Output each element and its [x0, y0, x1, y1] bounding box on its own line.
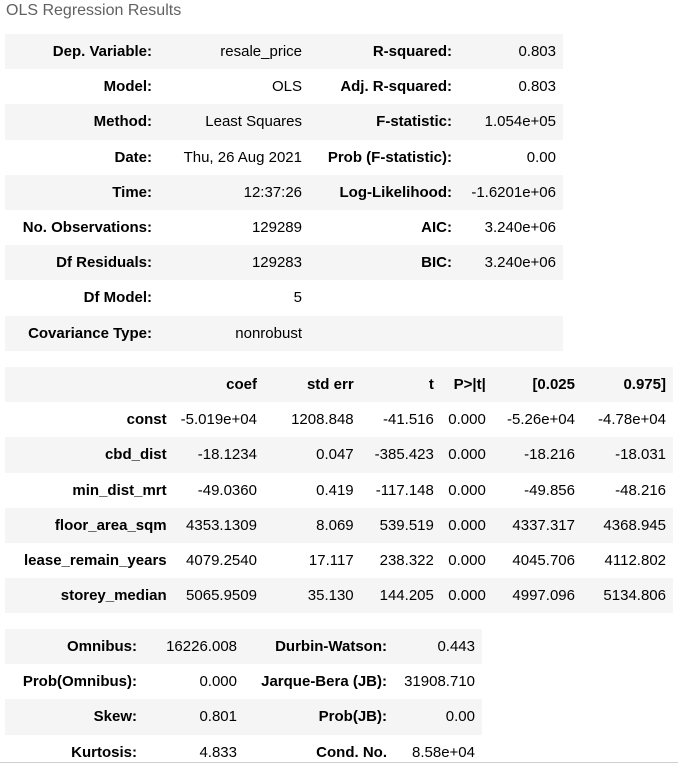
summary-label: Log-Likelihood:	[339, 183, 452, 201]
diagnostic-value: 4.833	[199, 743, 237, 761]
t-value: 539.519	[379, 516, 434, 534]
diagnostic-value: 0.443	[437, 638, 475, 656]
summary-value: OLS	[271, 78, 302, 96]
std-err-value: 35.130	[307, 587, 354, 605]
summary-value: 129283	[251, 254, 302, 272]
diagnostics-row-kurtosis	[5, 735, 482, 770]
coefficients-header-row	[5, 367, 673, 402]
p-value: 0.000	[448, 587, 486, 605]
std-err-value: 17.117	[308, 552, 354, 570]
summary-value: 12:37:26	[243, 183, 302, 201]
summary-label: Method:	[93, 113, 152, 131]
diagnostic-label: Cond. No.	[316, 743, 387, 761]
diagnostic-value: 31908.710	[404, 673, 475, 691]
summary-label: Model:	[103, 78, 152, 96]
diagnostics-row-prob-omnibus	[5, 664, 482, 699]
bottom-divider	[0, 762, 678, 763]
coef-value: -49.0360	[197, 481, 257, 499]
summary-label: Df Residuals:	[56, 254, 152, 272]
diagnostics-table	[5, 629, 482, 770]
summary-value: -1.6201e+06	[471, 183, 556, 201]
diagnostics-row-omnibus	[5, 629, 482, 664]
diagnostic-label: Jarque-Bera (JB):	[261, 673, 387, 691]
summary-label: AIC:	[421, 219, 452, 237]
diagnostic-value: 0.801	[199, 708, 237, 726]
summary-row-df-residuals	[5, 245, 563, 280]
column-header-t: t	[428, 376, 434, 394]
summary-label: R-squared:	[372, 43, 452, 61]
summary-value: 5	[293, 289, 302, 307]
column-header-std-err: std err	[306, 376, 354, 394]
coef-value: 4353.1309	[186, 516, 257, 534]
summary-label	[309, 280, 459, 315]
diagnostic-label: Prob(JB):	[318, 708, 387, 726]
column-header-p-value: P>|t|	[453, 376, 486, 394]
summary-value: resale_price	[220, 43, 302, 61]
summary-value: 0.00	[526, 148, 556, 166]
coef-value: 5065.9509	[186, 587, 257, 605]
t-value: -385.423	[374, 446, 434, 464]
coef-value: 4079.2540	[186, 552, 257, 570]
coefficient-row-lease-remain-years	[5, 543, 673, 578]
coefficient-row-cbd-dist	[5, 437, 673, 472]
summary-row-model	[5, 69, 563, 104]
summary-row-observations	[5, 210, 563, 245]
summary-value: 3.240e+06	[484, 219, 556, 237]
summary-row-covariance-type	[5, 316, 563, 351]
ci-upper-value: -48.216	[615, 481, 666, 499]
variable-name: floor_area_sqm	[54, 516, 167, 534]
summary-value: Least Squares	[205, 113, 302, 131]
variable-name: storey_median	[60, 587, 167, 605]
ci-upper-value: -18.031	[615, 446, 666, 464]
t-value: -41.516	[382, 411, 434, 429]
summary-value: Thu, 26 Aug 2021	[183, 148, 302, 166]
summary-value: nonrobust	[235, 324, 302, 342]
column-header-ci-lower: [0.025	[532, 376, 575, 394]
column-header-blank	[5, 367, 174, 402]
variable-name: min_dist_mrt	[72, 481, 167, 499]
summary-value: 0.803	[518, 78, 556, 96]
coefficient-row-floor-area-sqm	[5, 508, 673, 543]
coefficient-row-storey-median	[5, 578, 673, 613]
column-header-coef: coef	[226, 376, 257, 394]
t-value: 238.322	[379, 552, 434, 570]
summary-label: Prob (F-statistic):	[327, 148, 452, 166]
summary-value: 3.240e+06	[484, 254, 556, 272]
summary-label: Dep. Variable:	[52, 43, 152, 61]
diagnostic-label: Skew:	[93, 708, 137, 726]
p-value: 0.000	[448, 446, 486, 464]
summary-value	[459, 316, 563, 351]
table-caption: OLS Regression Results	[6, 2, 182, 19]
summary-label: Date:	[114, 148, 152, 166]
ci-lower-value: -49.856	[524, 481, 575, 499]
summary-label: BIC:	[421, 254, 452, 272]
diagnostic-value: 0.000	[199, 673, 237, 691]
summary-label: Time:	[112, 183, 152, 201]
ci-lower-value: 4337.317	[512, 516, 575, 534]
ci-upper-value: 4368.945	[603, 516, 666, 534]
ci-lower-value: 4997.096	[512, 587, 575, 605]
diagnostic-value: 16226.008	[166, 638, 237, 656]
summary-value: 129289	[251, 219, 302, 237]
std-err-value: 1208.848	[291, 411, 354, 429]
std-err-value: 0.419	[316, 481, 354, 499]
summary-value	[459, 280, 563, 315]
summary-value: 1.054e+05	[484, 113, 556, 131]
column-header-ci-upper: 0.975]	[623, 376, 666, 394]
summary-row-df-model	[5, 280, 563, 315]
std-err-value: 0.047	[316, 446, 354, 464]
diagnostic-value: 0.00	[445, 708, 475, 726]
ci-upper-value: 4112.802	[604, 552, 666, 570]
t-value: -117.148	[375, 481, 434, 499]
summary-row-dep-variable	[5, 34, 563, 69]
diagnostics-row-skew	[5, 699, 482, 734]
std-err-value: 8.069	[316, 516, 354, 534]
variable-name: cbd_dist	[104, 446, 167, 464]
coef-value: -5.019e+04	[180, 411, 257, 429]
summary-label: F-statistic:	[376, 113, 452, 131]
t-value: 144.205	[379, 587, 434, 605]
summary-label: Covariance Type:	[28, 324, 152, 342]
p-value: 0.000	[448, 481, 486, 499]
variable-name: lease_remain_years	[24, 552, 167, 570]
variable-name: const	[126, 411, 167, 429]
coefficients-table	[5, 367, 673, 613]
ci-lower-value: 4045.706	[512, 552, 575, 570]
model-summary-table	[5, 34, 563, 351]
summary-row-time	[5, 175, 563, 210]
summary-value: 0.803	[518, 43, 556, 61]
ci-lower-value: -5.26e+04	[507, 411, 575, 429]
coefficient-row-const	[5, 402, 673, 437]
diagnostic-value: 8.58e+04	[412, 743, 475, 761]
diagnostic-label: Prob(Omnibus):	[22, 673, 137, 691]
ci-lower-value: -18.216	[524, 446, 575, 464]
summary-label: Adj. R-squared:	[340, 78, 452, 96]
diagnostic-label: Kurtosis:	[71, 743, 137, 761]
ci-upper-value: 5134.806	[603, 587, 666, 605]
summary-row-method	[5, 104, 563, 139]
summary-label: No. Observations:	[22, 219, 152, 237]
p-value: 0.000	[448, 552, 486, 570]
p-value: 0.000	[448, 411, 486, 429]
coefficient-row-min-dist-mrt	[5, 473, 673, 508]
ci-upper-value: -4.78e+04	[598, 411, 666, 429]
summary-row-date	[5, 140, 563, 175]
coef-value: -18.1234	[197, 446, 257, 464]
diagnostic-label: Omnibus:	[67, 638, 137, 656]
summary-label	[309, 316, 459, 351]
p-value: 0.000	[448, 516, 486, 534]
summary-label: Df Model:	[83, 289, 152, 307]
diagnostic-label: Durbin-Watson:	[275, 638, 387, 656]
